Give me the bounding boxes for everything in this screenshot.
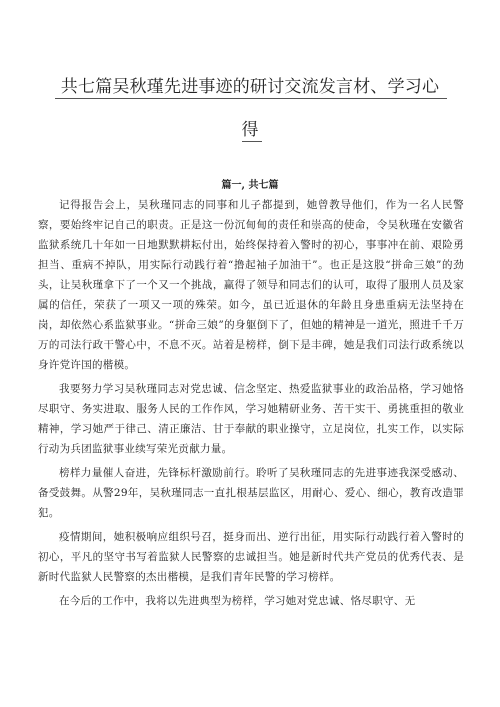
body-text	[38, 195, 464, 615]
paragraph: 疫情期间，她积极响应组织号召，挺身而出、逆行出征，用实际行动践行着入警时的初心，平凡的坚守书写着监狱人民警察的忠诚担当。她是新时代共产党员的优秀代表、是新时代监狱人民警察的杰出楷模，是我们青年民警的学习榜样。	[38, 531, 464, 583]
document-title-continuation: 得	[241, 120, 259, 140]
paragraph: 在今后的工作中，我将以先进典型为榜样，学习她对党忠诚、恪尽职守、无	[59, 595, 416, 607]
paragraph: 记得报告会上，吴秋瑾同志的同事和儿子都提到，她曾教导他们，作为一名人民警察，要始终牢记自己的职责。正是这一份沉甸甸的责任和崇高的使命，令吴秋瑾在安徽省监狱系统几十年如一日地默默耕耘付出，始终保持着入警时的初心，事事冲在前、艰险勇担当、重病不掉队，用实际行动践行着“撸起袖子加油干”。也正是这股“拼命三娘”的劲头，让吴秋瑾拿下了一个又一个挑战，赢得了领导和同志们的认可，取得了服刑人员及家属的信任，荣获了一项又一项的殊荣。如今，虽已近退休的年龄且身患重病无法坚持在岗，却依然心系监狱事业。“拼命三娘”的身躯倒下了，但她的精神是一道光，照进千千万万的司法行政干警心中，不息不灭。站着是榜样，倒下是丰碑，她是我们司法行政系统以身许党许国的楷模。	[38, 199, 464, 371]
paragraph: 我要努力学习吴秋瑾同志对党忠诚、信念坚定、热爱监狱事业的政治品格，学习她恪尽职守、务实进取、服务人民的工作作风，学习她精研业务、苦干实干、勇挑重担的敬业精神，学习她严于律己、清正廉洁、甘于奉献的职业操守，立足岗位，扎实工作，以实际行动为兵团监狱事业续写荣光贡献力量。	[38, 383, 464, 455]
title-underline-continuation	[242, 141, 262, 142]
document-title: 共七篇吴秋瑾先进事迹的研讨交流发言材、学习心	[60, 77, 440, 97]
paragraph: 榜样力量催人奋进，先锋标杆激励前行。聆听了吴秋瑾同志的先进事迹我深受感动、备受鼓舞。从警29年，吴秋瑾同志一直扎根基层监区，用耐心、爱心、细心，教育改造罪犯。	[38, 467, 464, 519]
title-underline	[55, 98, 447, 99]
section-heading: 篇一, 共七篇	[221, 180, 279, 191]
